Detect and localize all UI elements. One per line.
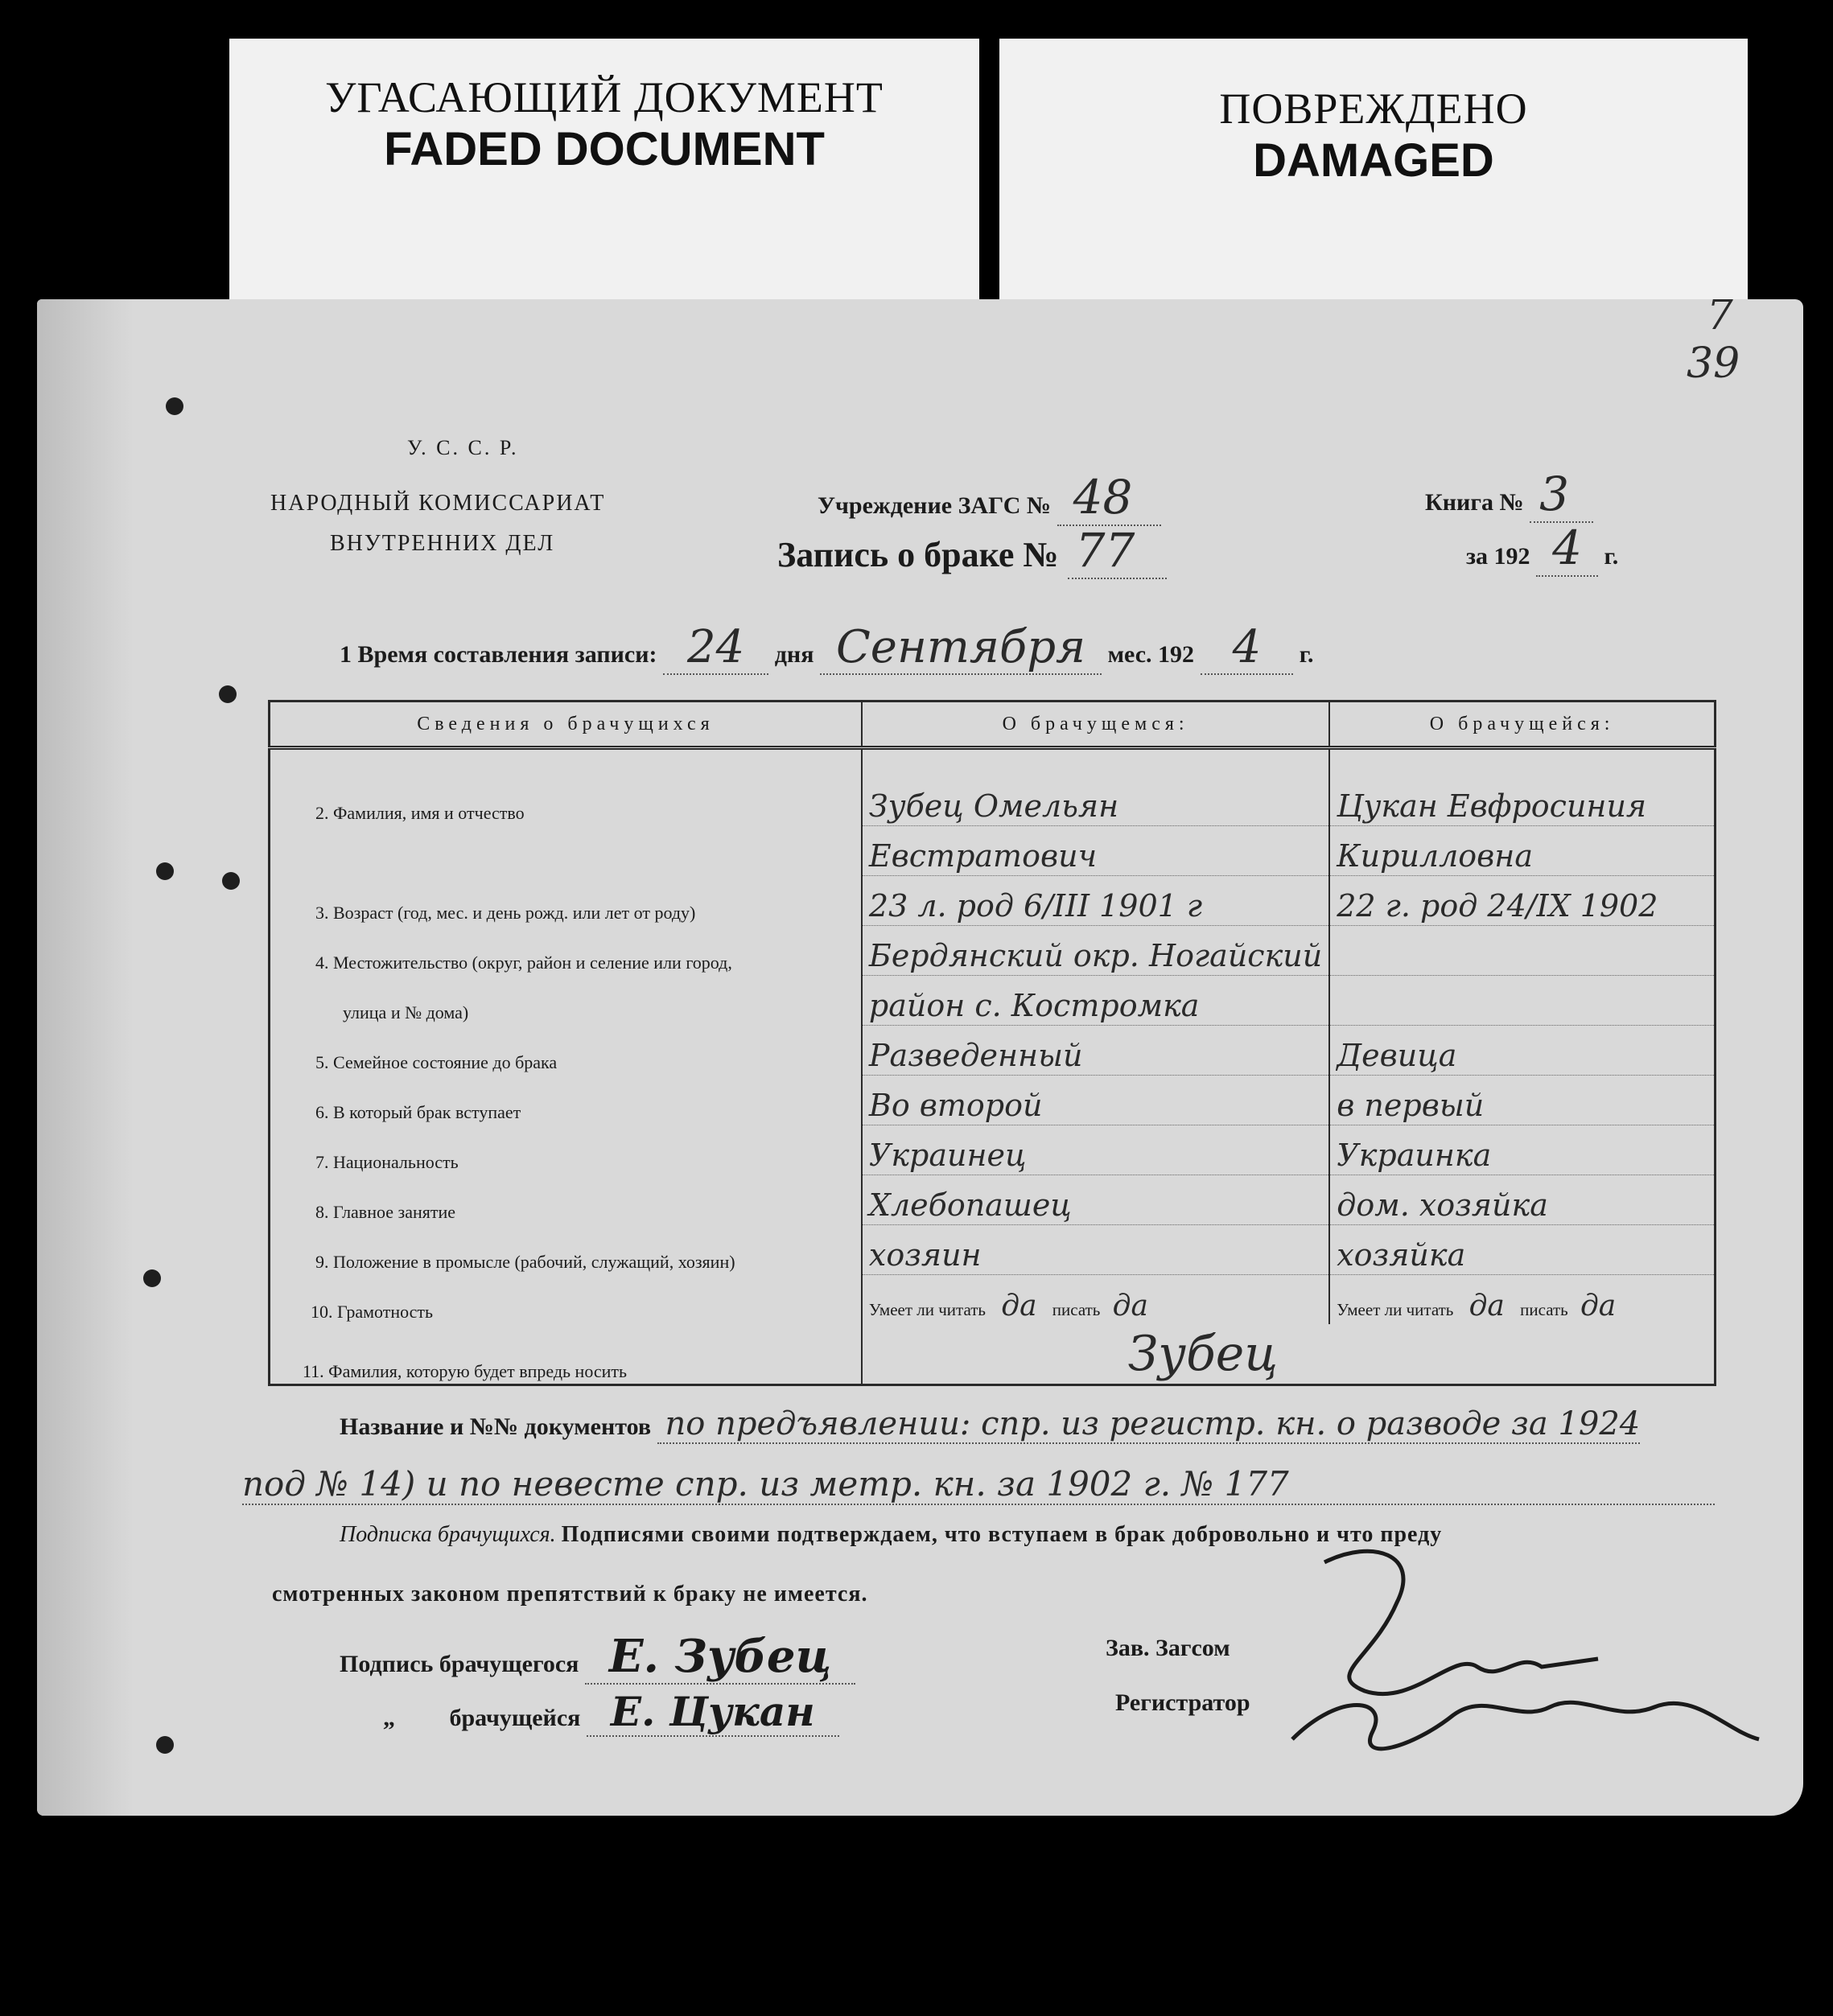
row-label: 4. Местожительство (округ, район и селение или город, <box>270 925 862 975</box>
surname-row <box>270 1324 1716 1385</box>
faded-label-ru: УГАСАЮЩИЙ ДОКУМЕНТ <box>325 73 884 121</box>
book-number-value: 3 <box>1530 467 1593 523</box>
table-row <box>270 1075 1716 1125</box>
write-label: писать <box>1052 1299 1101 1319</box>
row-label: 6. В который брак вступает <box>270 1075 862 1125</box>
book-label: Книга № <box>1425 489 1524 516</box>
groom-value: Во второй <box>862 1075 1329 1125</box>
year-suffix: г. <box>1604 543 1619 570</box>
bride-value: в первый <box>1329 1075 1715 1125</box>
book-year <box>1466 520 1618 575</box>
faded-label-en: FADED DOCUMENT <box>384 123 825 175</box>
punch-hole <box>143 1269 161 1287</box>
write-label: писать <box>1520 1299 1568 1319</box>
declaration-text-1: Подписями своими подтверждаем, что вступаем в брак добровольно и что преду <box>561 1522 1443 1547</box>
bride-value: дом. хозяйка <box>1329 1175 1715 1224</box>
table-row <box>270 925 1716 975</box>
bride-value: Девица <box>1329 1025 1715 1075</box>
bride-value <box>1329 925 1715 975</box>
table-row <box>270 875 1716 925</box>
registrar-signature-scribble <box>1292 1702 1759 1749</box>
bride-value: Украинка <box>1329 1125 1715 1175</box>
table-row <box>270 1025 1716 1075</box>
compose-time-label: 1 Время составления записи: <box>340 641 657 668</box>
documents-label: Название и №№ документов <box>340 1413 652 1440</box>
row-label: улица и № дома) <box>270 975 862 1025</box>
bride-read-value: да <box>1468 1289 1505 1323</box>
compose-day: 24 <box>663 621 768 675</box>
groom-read-value: да <box>1001 1289 1037 1323</box>
marriage-record-sheet <box>37 299 1803 1816</box>
compose-year-digit: 4 <box>1201 621 1294 675</box>
header-groom: О брачущемся: <box>862 701 1329 748</box>
punch-hole <box>156 1736 174 1754</box>
literacy-label: 10. Грамотность <box>270 1274 862 1324</box>
header-spouses-info: Сведения о брачущихся <box>270 701 862 748</box>
groom-value: Зубец Омельян <box>862 748 1329 826</box>
groom-value: Бердянский окр. Ногайский <box>862 925 1329 975</box>
head-signature-scribble <box>1324 1551 1598 1693</box>
groom-value: Евстратович <box>862 825 1329 875</box>
documents-row <box>340 1405 1640 1442</box>
compose-time-row <box>340 621 1313 673</box>
row-label: 7. Национальность <box>270 1125 862 1175</box>
table-row <box>270 975 1716 1025</box>
book-number <box>1425 467 1593 521</box>
bride-value: хозяйка <box>1329 1224 1715 1274</box>
groom-value: 23 л. род 6/III 1901 г <box>862 875 1329 925</box>
groom-value: хозяин <box>862 1224 1329 1274</box>
official-signatures <box>1276 1530 1775 1779</box>
groom-signature-label: Подпись брачущегося <box>340 1651 579 1677</box>
bride-literacy <box>1329 1274 1715 1324</box>
record-label: Запись о браке № <box>777 535 1059 574</box>
declaration-lead: Подписка брачущихся. <box>340 1522 556 1547</box>
zags-head-label: Зав. Загсом <box>1106 1635 1230 1661</box>
documents-line-2: под № 14) и по невесте спр. из метр. кн. за 1902 г. № 177 <box>242 1464 1715 1505</box>
record-number: 77 <box>1068 523 1168 579</box>
punch-hole <box>222 872 240 890</box>
row-label: 9. Положение в промысле (рабочий, служащий, хозяин) <box>270 1224 862 1274</box>
row-label: 3. Возраст (год, мес. и день рожд. или лет от роду) <box>270 875 862 925</box>
punch-hole <box>166 397 183 415</box>
header-bride: О брачущейся: <box>1329 701 1715 748</box>
groom-value: район с. Костромка <box>862 975 1329 1025</box>
row-label: 2. Фамилия, имя и отчество <box>270 748 862 826</box>
faded-document-label <box>229 39 979 304</box>
commissariat-line-1: НАРОДНЫЙ КОМИССАРИАТ <box>270 491 606 516</box>
bride-ditto-mark: „ <box>383 1705 395 1731</box>
read-label: Умеет ли читать <box>868 1299 987 1319</box>
year-prefix: за 192 <box>1466 543 1530 570</box>
bride-value: 22 г. род 24/IX 1902 <box>1329 875 1715 925</box>
groom-value: Разведенный <box>862 1025 1329 1075</box>
table-header-row <box>270 701 1716 748</box>
damaged-label-en: DAMAGED <box>1253 134 1494 187</box>
bride-signature-label: брачущейся <box>449 1705 581 1731</box>
bride-value <box>1329 975 1715 1025</box>
table-row <box>270 1224 1716 1274</box>
table-row <box>270 1125 1716 1175</box>
spouses-info-table <box>268 700 1716 1386</box>
groom-signature: Е. Зубец <box>585 1630 856 1685</box>
torn-edge <box>37 299 134 1816</box>
damaged-document-label <box>999 39 1748 304</box>
zags-label: Учреждение ЗАГС № <box>818 492 1052 519</box>
zags-institution <box>818 470 1161 525</box>
declaration-text-2: смотренных законом препятствий к браку не имеется. <box>272 1582 868 1607</box>
table-row <box>270 825 1716 875</box>
compose-suffix: г. <box>1299 641 1314 668</box>
bride-write-value: да <box>1580 1289 1617 1323</box>
groom-literacy <box>862 1274 1329 1324</box>
damaged-label-ru: ПОВРЕЖДЕНО <box>1219 84 1528 133</box>
bride-signature: Е. Цукан <box>587 1688 839 1737</box>
surname-label: 11. Фамилия, которую будет впредь носить <box>270 1324 862 1385</box>
ussr-heading: У. С. С. Р. <box>407 436 519 459</box>
table-row <box>270 748 1716 826</box>
groom-signature-row <box>340 1630 855 1683</box>
bride-value: Кирилловна <box>1329 825 1715 875</box>
punch-hole <box>156 862 174 880</box>
day-label: дня <box>774 641 814 668</box>
bride-value: Цукан Евфросиния <box>1329 748 1715 826</box>
bride-signature-row <box>383 1688 839 1735</box>
table-row <box>270 1175 1716 1224</box>
literacy-row <box>270 1274 1716 1324</box>
zags-number: 48 <box>1057 470 1162 526</box>
documents-line-1: по предъявлении: спр. из регистр. кн. о разводе за 1924 <box>657 1405 1641 1444</box>
registrar-label: Регистратор <box>1115 1689 1250 1716</box>
groom-write-value: да <box>1112 1289 1148 1323</box>
folio-number-top: 7 <box>1707 299 1734 339</box>
commissariat-line-2: ВНУТРЕННИХ ДЕЛ <box>330 531 555 556</box>
future-surname: Зубец <box>862 1324 1716 1385</box>
punch-hole <box>219 685 237 703</box>
year-digit: 4 <box>1536 520 1598 577</box>
row-label: 5. Семейное состояние до брака <box>270 1025 862 1075</box>
groom-value: Украинец <box>862 1125 1329 1175</box>
compose-month: Сентября <box>820 621 1102 675</box>
row-label <box>270 825 862 875</box>
folio-number-bottom: 39 <box>1687 339 1740 388</box>
row-label: 8. Главное занятие <box>270 1175 862 1224</box>
month-label: мес. 192 <box>1107 641 1195 668</box>
record-title <box>777 523 1167 578</box>
read-label: Умеет ли читать <box>1337 1299 1454 1319</box>
groom-value: Хлебопашец <box>862 1175 1329 1224</box>
